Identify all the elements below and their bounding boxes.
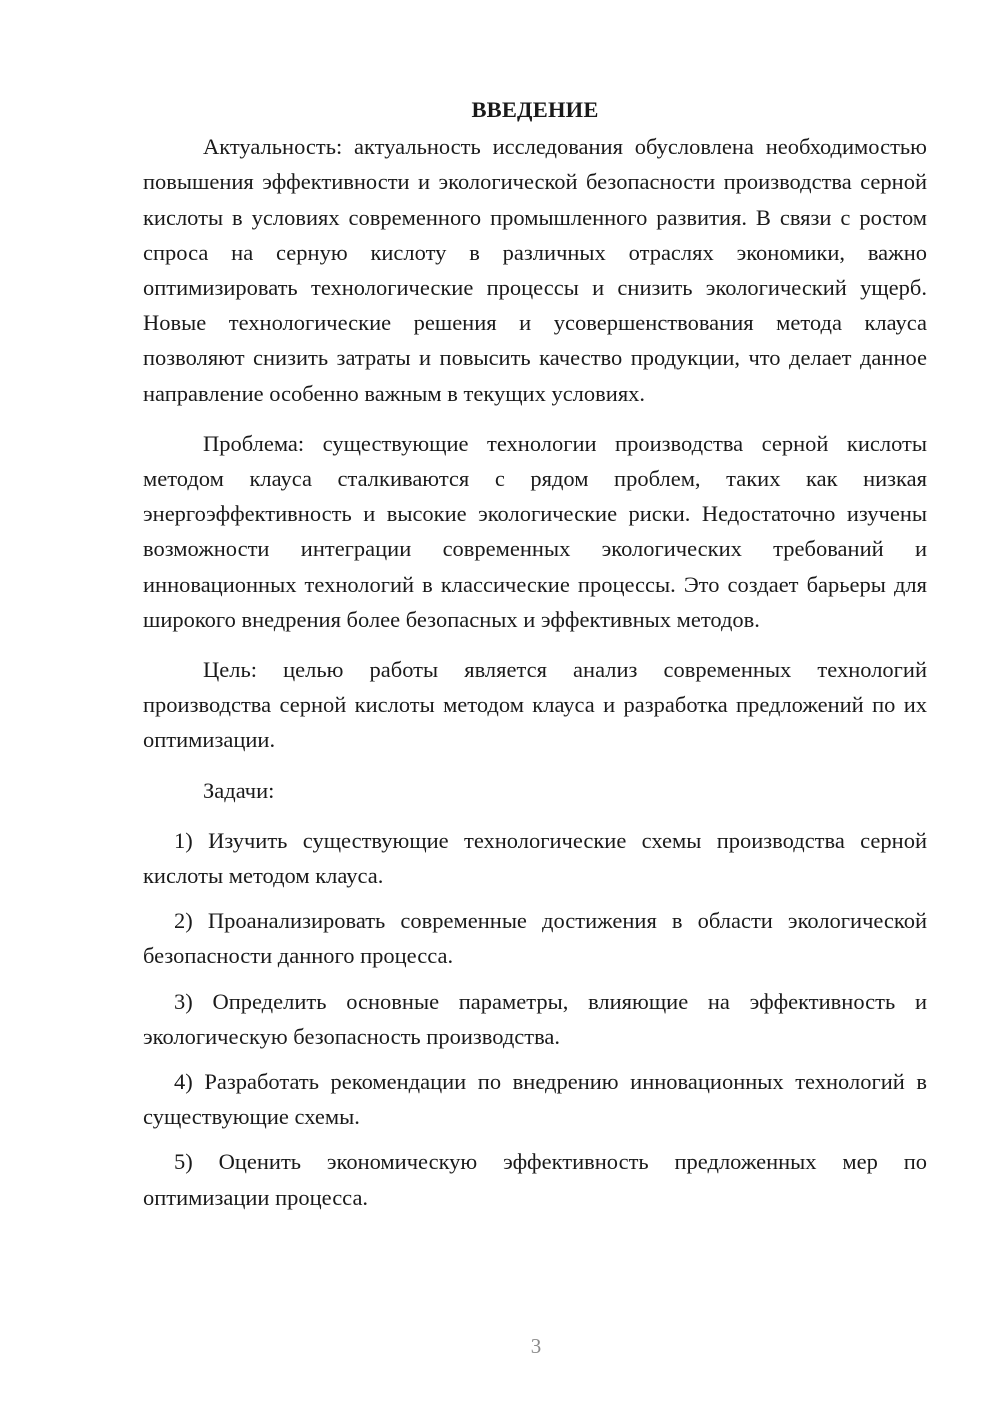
tasks-heading: Задачи: xyxy=(203,777,275,803)
document-body xyxy=(143,92,927,1225)
tasks-list xyxy=(143,823,927,1215)
task-item: 4) Разработать рекомендации по внедрению инновационных технологий в существующие схемы. xyxy=(143,1069,927,1130)
task-item: 1) Изучить существующие технологические схемы производства серной кислоты методом клауса. xyxy=(143,827,927,889)
task-item: 2) Проанализировать современные достижения в области экологической безопасности данного процесса. xyxy=(143,908,927,969)
section-title: ВВЕДЕНИЕ xyxy=(471,97,599,122)
paragraph-goal: Цель: целью работы является анализ современных технологий производства серной кислоты методом клауса и разработка предложений по их оптимизации. xyxy=(143,657,927,753)
task-item: 5) Оценить экономическую эффективность предложенных мер по оптимизации процесса. xyxy=(143,1149,927,1210)
page-number: 3 xyxy=(530,1334,542,1358)
paragraph-relevance: Актуальность: актуальность исследования обусловлена необходимостью повышения эффективности и экологической безопасности производства серной кислоты в условиях современного промышленного развития. В связи с ростом спроса на серную кислоту в различных отраслях экономики, важно оптимизировать технологические процессы и снизить экологический ущерб. Новые технологические решения и усовершенствования метода клауса позволяют снизить затраты и повысить качество продукции, что делает данное направление особенно важным в текущих условиях. xyxy=(143,134,927,406)
task-item: 3) Определить основные параметры, влияющие на эффективность и экологическую безопасность производства. xyxy=(143,988,927,1049)
paragraph-problem: Проблема: существующие технологии производства серной кислоты методом клауса сталкиваются с рядом проблем, таких как низкая энергоэффективность и высокие экологические риски. Недостаточно изучены возможности интеграции современных экологических требований и инновационных технологий в классические процессы. Это создает барьеры для широкого внедрения более безопасных и эффективных методов. xyxy=(143,430,927,632)
